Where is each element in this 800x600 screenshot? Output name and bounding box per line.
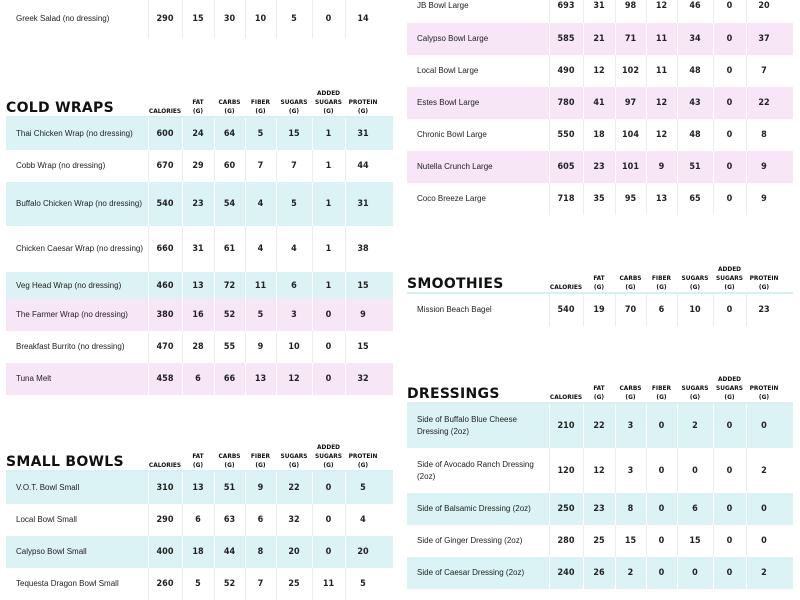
table-row: [407, 404, 793, 448]
header-calories: CALORIES: [148, 461, 182, 469]
value-calories: 380: [156, 310, 174, 320]
value-fiber: 5: [257, 129, 264, 139]
value-sugars: 2: [692, 421, 698, 431]
item-name: Local Bowl Large: [417, 66, 479, 75]
header-protein: PROTEIN (G): [348, 452, 378, 469]
value-calories: 260: [156, 579, 174, 589]
value-protein: 0: [761, 421, 767, 431]
header-added-sugars: ADDED SUGARS (G): [315, 89, 342, 115]
header-carbs: CARBS (G): [218, 98, 241, 115]
table-row: [6, 536, 393, 568]
value-calories: 540: [557, 305, 575, 315]
item-name: Chicken Caesar Wrap (no dressing): [16, 244, 144, 253]
item-name: Calypso Bowl Small: [16, 547, 87, 556]
value-fat: 5: [195, 579, 201, 589]
item-name: Nutella Crunch Large: [417, 162, 493, 171]
value-added-sugars: 0: [726, 194, 733, 204]
value-carbs: 102: [622, 66, 639, 76]
value-fat: 22: [593, 421, 605, 431]
value-added-sugars: 0: [726, 305, 733, 315]
value-fat: 13: [192, 280, 204, 291]
header-calories: CALORIES: [549, 283, 583, 291]
value-fat: 29: [192, 161, 204, 171]
value-fiber: 0: [658, 465, 665, 476]
value-sugars: 10: [689, 305, 701, 315]
table-row: [407, 448, 793, 493]
value-sugars: 51: [689, 162, 701, 172]
value-added-sugars: 0: [325, 374, 332, 384]
value-added-sugars: 1: [325, 161, 332, 171]
value-carbs: 60: [223, 161, 236, 171]
table-row: [407, 55, 793, 87]
item-name: Estes Bowl Large: [417, 98, 480, 107]
table-row: [407, 294, 793, 326]
value-calories: 718: [557, 194, 575, 204]
value-protein: 2: [761, 568, 767, 578]
value-protein: 9: [761, 194, 767, 204]
cold-wraps-table: [6, 86, 393, 395]
value-calories: 458: [156, 374, 174, 384]
value-sugars: 25: [288, 579, 300, 589]
header-sugars: SUGARS (G): [280, 98, 308, 115]
value-protein: 0: [761, 504, 767, 514]
value-protein: 37: [758, 34, 770, 44]
header-calories: CALORIES: [148, 107, 182, 115]
value-carbs: 71: [624, 34, 637, 44]
value-fat: 35: [593, 194, 605, 204]
value-added-sugars: 0: [325, 342, 332, 352]
value-carbs: 52: [223, 310, 236, 320]
value-calories: 120: [557, 465, 575, 476]
section-title: SMALL BOWLS: [6, 454, 124, 470]
value-protein: 0: [761, 536, 767, 546]
value-protein: 44: [357, 161, 369, 171]
value-fat: 23: [593, 162, 605, 172]
table-row: [407, 151, 793, 183]
value-protein: 5: [360, 579, 366, 589]
value-protein: 15: [357, 342, 369, 352]
value-calories: 240: [557, 568, 575, 578]
value-fat: 19: [593, 305, 605, 315]
table-header: [6, 440, 393, 472]
value-fat: 6: [195, 374, 201, 384]
value-fat: 24: [192, 129, 204, 139]
value-fat: 16: [192, 310, 204, 320]
table-row: [407, 23, 793, 55]
value-fiber: 4: [257, 244, 264, 254]
value-sugars: 43: [689, 98, 701, 108]
header-protein: PROTEIN (G): [749, 384, 779, 401]
header-sugars: SUGARS (G): [681, 384, 709, 401]
item-name: Greek Salad (no dressing): [16, 14, 110, 23]
value-protein: 2: [761, 465, 767, 476]
value-fiber: 10: [254, 14, 267, 24]
value-fiber: 11: [254, 280, 267, 291]
value-fiber: 0: [658, 504, 665, 514]
value-added-sugars: 0: [726, 98, 733, 108]
item-name: Chronic Bowl Large: [417, 130, 487, 139]
table-row: [6, 472, 393, 504]
value-added-sugars: 1: [325, 129, 332, 139]
value-fiber: 12: [655, 130, 668, 140]
item-name: Calypso Bowl Large: [417, 34, 489, 43]
value-sugars: 20: [288, 547, 300, 557]
item-name: Side of Avocado Ranch Dressing (2oz): [417, 459, 534, 481]
value-sugars: 10: [288, 342, 300, 352]
value-sugars: 48: [689, 130, 701, 140]
small-bowls-table: [6, 440, 393, 600]
value-fiber: 9: [658, 162, 665, 172]
table-row: [6, 150, 393, 182]
value-sugars: 65: [689, 194, 701, 204]
value-calories: 470: [156, 342, 174, 352]
value-sugars: 6: [692, 504, 698, 514]
value-fiber: 12: [655, 98, 668, 108]
value-carbs: 64: [223, 129, 236, 139]
header-fat: FAT (G): [192, 452, 204, 469]
value-fat: 12: [593, 66, 605, 76]
item-name: Side of Buffalo Blue Cheese Dressing (2oz): [417, 415, 517, 436]
value-calories: 310: [156, 483, 174, 493]
value-added-sugars: 0: [726, 465, 733, 476]
table-row: [6, 504, 393, 536]
value-protein: 31: [357, 199, 369, 209]
value-fiber: 0: [658, 421, 665, 431]
dressings-table: [407, 372, 793, 589]
value-calories: 490: [557, 66, 575, 76]
item-name: Breakfast Burrito (no dressing): [16, 342, 125, 351]
table-row: [407, 183, 793, 215]
item-name: Local Bowl Small: [16, 515, 77, 524]
header-fiber: FIBER (G): [651, 384, 672, 401]
value-fiber: 7: [257, 579, 264, 589]
header-added-sugars: ADDED SUGARS (G): [716, 265, 743, 291]
value-fat: 13: [192, 483, 204, 493]
value-fiber: 0: [658, 568, 665, 578]
value-protein: 15: [357, 280, 369, 291]
value-sugars: 4: [291, 244, 297, 254]
header-fiber: FIBER (G): [250, 452, 271, 469]
value-carbs: 54: [223, 199, 236, 209]
table-row: [6, 118, 393, 150]
value-calories: 693: [557, 0, 575, 11]
value-protein: 14: [357, 14, 369, 24]
value-protein: 20: [357, 547, 369, 557]
value-protein: 22: [758, 98, 770, 108]
value-fiber: 11: [655, 66, 668, 76]
value-fat: 28: [192, 342, 204, 352]
value-calories: 585: [557, 34, 575, 44]
value-protein: 7: [761, 66, 767, 76]
item-name: Side of Caesar Dressing (2oz): [417, 568, 525, 577]
value-fat: 31: [593, 0, 605, 11]
value-calories: 280: [557, 536, 575, 546]
value-carbs: 97: [624, 98, 637, 108]
value-sugars: 5: [291, 199, 297, 209]
value-protein: 23: [758, 305, 770, 315]
value-carbs: 3: [627, 465, 634, 476]
value-carbs: 104: [622, 130, 639, 140]
value-protein: 8: [761, 130, 767, 140]
value-fiber: 9: [257, 483, 264, 493]
value-sugars: 46: [689, 0, 701, 11]
value-sugars: 15: [288, 129, 300, 139]
value-fiber: 13: [254, 374, 267, 384]
value-sugars: 32: [288, 515, 300, 525]
item-name: V.O.T. Bowl Small: [16, 483, 80, 492]
value-carbs: 101: [622, 162, 639, 172]
table-row: [6, 299, 393, 331]
value-added-sugars: 0: [726, 504, 733, 514]
item-name: Veg Head Wrap (no dressing): [16, 280, 122, 290]
table-row: [407, 493, 793, 525]
value-fiber: 4: [257, 199, 264, 209]
value-added-sugars: 0: [726, 0, 733, 11]
value-carbs: 61: [223, 244, 236, 254]
value-calories: 780: [557, 98, 575, 108]
value-added-sugars: 0: [325, 483, 332, 493]
item-name: Side of Ginger Dressing (2oz): [417, 536, 523, 545]
value-sugars: 5: [291, 14, 297, 24]
value-calories: 250: [557, 504, 575, 514]
value-fat: 41: [593, 98, 605, 108]
large-bowls-table: [407, 0, 793, 215]
value-added-sugars: 11: [322, 579, 335, 589]
value-calories: 210: [557, 421, 575, 431]
value-carbs: 51: [223, 483, 236, 493]
value-sugars: 0: [692, 568, 698, 578]
value-calories: 660: [156, 244, 174, 254]
table-row: [6, 0, 393, 38]
value-added-sugars: 0: [325, 310, 332, 320]
value-protein: 9: [360, 310, 366, 320]
value-fat: 31: [192, 244, 204, 254]
table-row: [6, 182, 393, 226]
value-calories: 670: [156, 161, 174, 171]
value-sugars: 34: [689, 34, 701, 44]
section-title: COLD WRAPS: [6, 100, 114, 116]
table-header: [407, 372, 793, 404]
value-sugars: 7: [291, 161, 297, 171]
value-carbs: 70: [624, 305, 637, 315]
value-added-sugars: 0: [325, 14, 332, 24]
value-carbs: 66: [223, 374, 236, 384]
item-name: The Farmer Wrap (no dressing): [16, 310, 128, 319]
section-title: DRESSINGS: [407, 386, 500, 402]
value-sugars: 0: [692, 465, 698, 476]
value-carbs: 2: [627, 568, 634, 578]
header-carbs: CARBS (G): [218, 452, 241, 469]
value-carbs: 55: [223, 342, 236, 352]
item-name: Coco Breeze Large: [417, 194, 486, 203]
value-fat: 26: [593, 568, 605, 578]
value-fiber: 11: [655, 34, 668, 44]
value-calories: 540: [156, 199, 174, 209]
item-name: Tuna Melt: [16, 374, 52, 383]
value-sugars: 6: [291, 280, 297, 291]
table-row: [407, 87, 793, 119]
value-added-sugars: 1: [325, 244, 332, 254]
value-fiber: 6: [658, 305, 665, 315]
value-sugars: 12: [288, 374, 300, 384]
table-row: [6, 331, 393, 363]
value-carbs: 95: [624, 194, 637, 204]
value-calories: 290: [156, 14, 174, 24]
table-header: [6, 86, 393, 118]
table-row: [407, 119, 793, 151]
value-carbs: 52: [223, 579, 236, 589]
header-sugars: SUGARS (G): [280, 452, 308, 469]
value-calories: 550: [557, 130, 575, 140]
header-fat: FAT (G): [593, 274, 605, 291]
value-fiber: 13: [655, 194, 668, 204]
value-added-sugars: 0: [726, 421, 733, 431]
value-sugars: 3: [291, 310, 297, 320]
header-carbs: CARBS (G): [619, 384, 642, 401]
header-fiber: FIBER (G): [250, 98, 271, 115]
table-row: [6, 272, 393, 299]
item-name: Tequesta Dragon Bowl Small: [16, 579, 119, 588]
value-fiber: 9: [257, 342, 264, 352]
value-fiber: 7: [257, 161, 264, 171]
value-calories: 605: [557, 162, 575, 172]
item-name: JB Bowl Large: [417, 0, 469, 10]
value-added-sugars: 0: [325, 547, 332, 557]
table-row: [6, 226, 393, 272]
header-protein: PROTEIN (G): [348, 98, 378, 115]
value-fat: 6: [195, 515, 201, 525]
value-carbs: 8: [627, 504, 634, 514]
value-added-sugars: 1: [325, 280, 332, 291]
value-protein: 38: [357, 244, 369, 254]
value-calories: 400: [156, 547, 174, 557]
table-header: [407, 262, 793, 294]
table-row: [6, 568, 393, 600]
value-carbs: 30: [223, 14, 236, 24]
value-fiber: 8: [257, 547, 264, 557]
header-fat: FAT (G): [593, 384, 605, 401]
table-row: [6, 363, 393, 395]
value-fat: 15: [192, 14, 204, 24]
value-carbs: 3: [627, 421, 634, 431]
header-added-sugars: ADDED SUGARS (G): [315, 443, 342, 469]
value-added-sugars: 0: [726, 34, 733, 44]
header-sugars: SUGARS (G): [681, 274, 709, 291]
value-carbs: 72: [223, 280, 236, 291]
value-fat: 25: [593, 536, 605, 546]
value-added-sugars: 0: [726, 162, 733, 172]
header-calories: CALORIES: [549, 393, 583, 401]
value-fat: 23: [192, 199, 204, 209]
value-added-sugars: 1: [325, 199, 332, 209]
value-added-sugars: 0: [726, 130, 733, 140]
table-row: [407, 0, 793, 23]
table-row: [407, 525, 793, 557]
value-sugars: 15: [689, 536, 701, 546]
header-fiber: FIBER (G): [651, 274, 672, 291]
value-added-sugars: 0: [726, 568, 733, 578]
value-protein: 9: [761, 162, 767, 172]
table-row: [407, 557, 793, 589]
salads-table-end: [6, 0, 393, 38]
value-protein: 4: [360, 515, 366, 525]
value-fiber: 5: [257, 310, 264, 320]
value-fiber: 0: [658, 536, 665, 546]
header-fat: FAT (G): [192, 98, 204, 115]
value-added-sugars: 0: [325, 515, 332, 525]
value-carbs: 98: [624, 0, 637, 11]
value-carbs: 44: [223, 547, 236, 557]
value-protein: 32: [357, 374, 369, 384]
item-name: Side of Balsamic Dressing (2oz): [417, 504, 531, 513]
value-calories: 460: [156, 280, 174, 291]
header-protein: PROTEIN (G): [749, 274, 779, 291]
section-title: SMOOTHIES: [407, 276, 504, 292]
value-fat: 12: [593, 465, 605, 476]
value-fat: 18: [593, 130, 605, 140]
value-fat: 23: [593, 504, 605, 514]
value-sugars: 22: [288, 483, 300, 493]
value-calories: 600: [156, 129, 174, 139]
value-calories: 290: [156, 515, 174, 525]
smoothies-table: [407, 262, 793, 326]
value-added-sugars: 0: [726, 536, 733, 546]
item-name: Thai Chicken Wrap (no dressing): [16, 129, 133, 138]
item-name: Buffalo Chicken Wrap (no dressing): [16, 199, 142, 208]
item-name: Mission Beach Bagel: [417, 305, 492, 314]
header-added-sugars: ADDED SUGARS (G): [716, 375, 743, 401]
value-carbs: 63: [223, 515, 236, 525]
item-name: Cobb Wrap (no dressing): [16, 161, 106, 170]
value-fiber: 12: [655, 0, 668, 11]
value-fiber: 6: [257, 515, 264, 525]
value-sugars: 48: [689, 66, 701, 76]
value-added-sugars: 0: [726, 66, 733, 76]
value-protein: 31: [357, 129, 369, 139]
value-protein: 20: [758, 0, 770, 11]
value-carbs: 15: [624, 536, 637, 546]
header-carbs: CARBS (G): [619, 274, 642, 291]
value-fat: 21: [593, 34, 605, 44]
value-protein: 5: [360, 483, 366, 493]
value-fat: 18: [192, 547, 204, 557]
